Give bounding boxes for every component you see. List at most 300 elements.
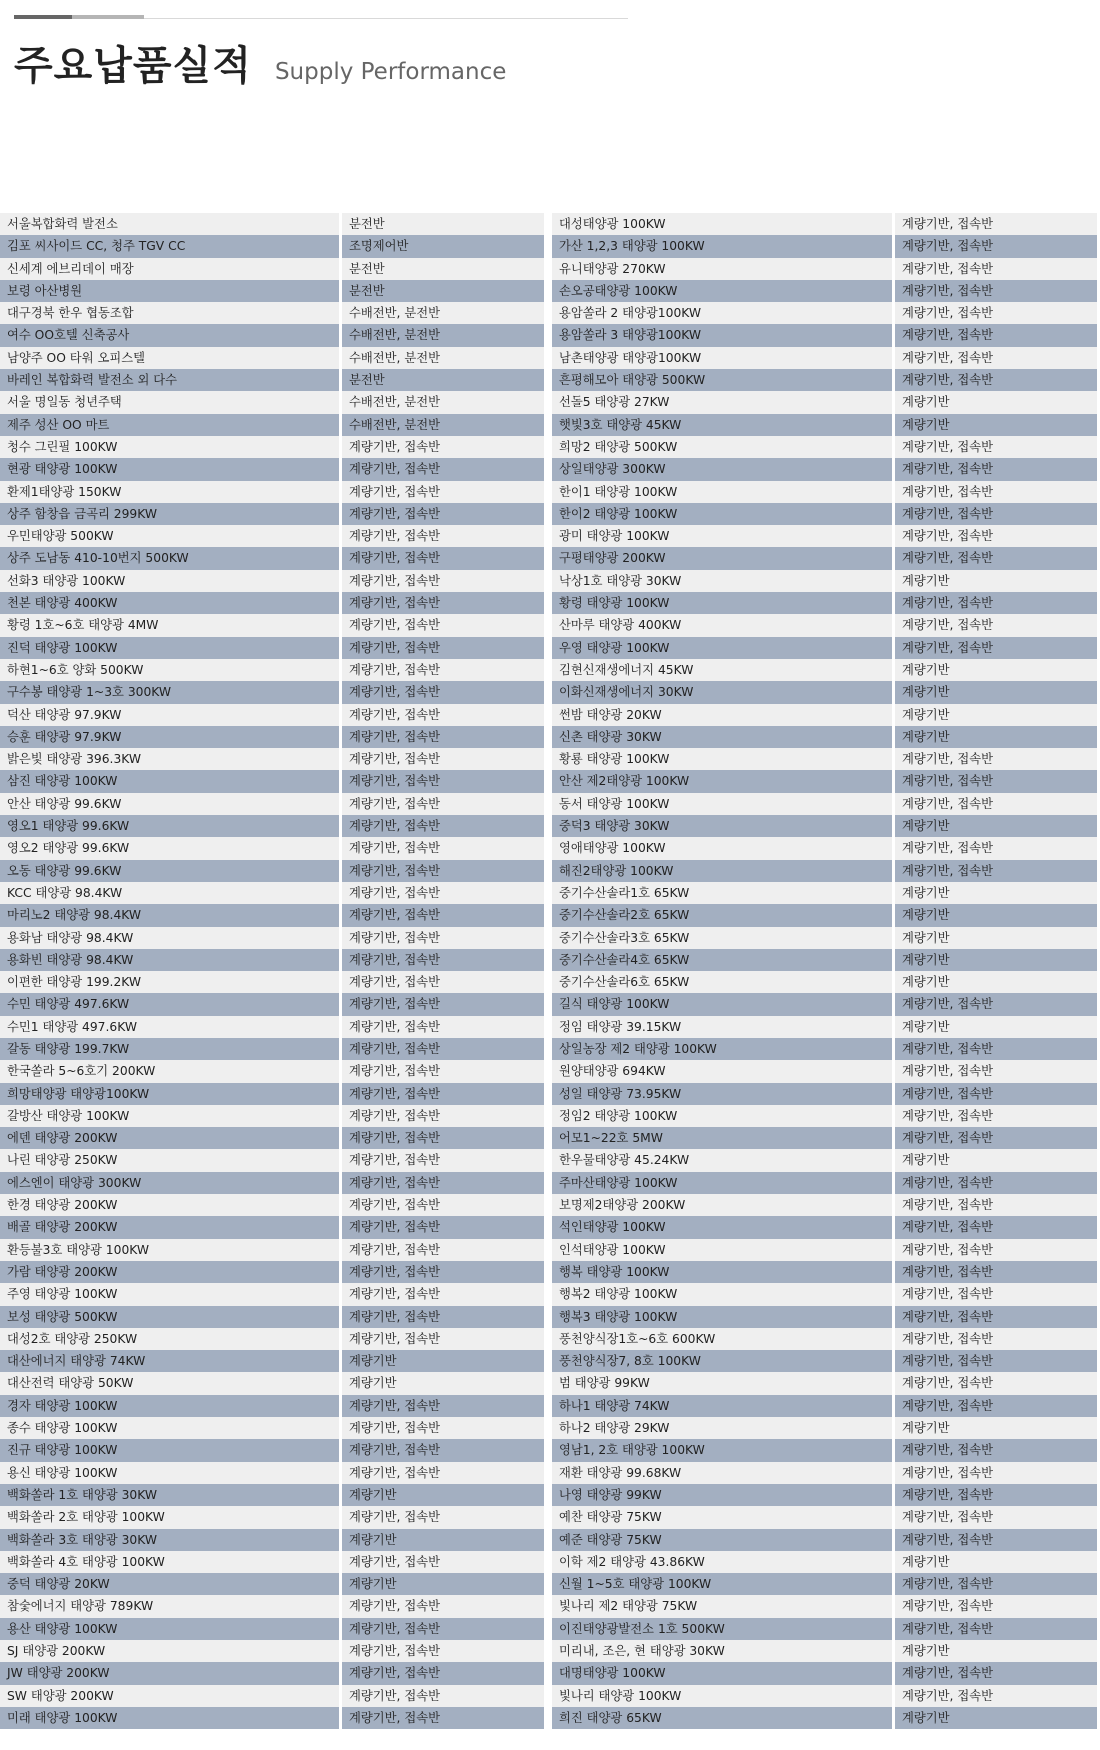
table-row bbox=[552, 793, 1097, 815]
table-row bbox=[552, 1395, 1097, 1417]
table-row bbox=[0, 1685, 544, 1707]
project-name-cell: 황룡 태양광 100KW bbox=[552, 748, 895, 770]
table-row bbox=[552, 1372, 1097, 1394]
project-name-cell: 이화신재생에너지 30KW bbox=[552, 681, 895, 703]
project-name-cell: 용암쏠라 3 태양광100KW bbox=[552, 324, 895, 346]
project-name-cell: 용화남 태양광 98.4KW bbox=[0, 927, 342, 949]
product-type-cell: 계량기반, 접속반 bbox=[342, 481, 544, 503]
table-row bbox=[552, 258, 1097, 280]
project-name-cell: 대구경북 한우 협동조합 bbox=[0, 302, 342, 324]
product-type-cell: 계량기반, 접속반 bbox=[342, 1127, 544, 1149]
table-row bbox=[0, 302, 544, 324]
product-type-cell: 계량기반 bbox=[895, 815, 1097, 837]
project-name-cell: 승훈 태양광 97.9KW bbox=[0, 726, 342, 748]
table-row bbox=[0, 347, 544, 369]
project-name-cell: 보령 아산병원 bbox=[0, 280, 342, 302]
top-divider bbox=[14, 15, 628, 19]
project-name-cell: 가산 1,2,3 태양광 100KW bbox=[552, 235, 895, 257]
table-row bbox=[0, 1261, 544, 1283]
product-type-cell: 계량기반, 접속반 bbox=[895, 1395, 1097, 1417]
project-name-cell: 원양태양광 694KW bbox=[552, 1060, 895, 1082]
product-type-cell: 계량기반, 접속반 bbox=[895, 547, 1097, 569]
product-type-cell: 계량기반, 접속반 bbox=[342, 815, 544, 837]
product-type-cell: 계량기반, 접속반 bbox=[342, 1462, 544, 1484]
project-name-cell: KCC 태양광 98.4KW bbox=[0, 882, 342, 904]
project-name-cell: 햇빛3호 태양광 45KW bbox=[552, 414, 895, 436]
table-row bbox=[552, 1618, 1097, 1640]
project-name-cell: 남양주 OO 타워 오피스텔 bbox=[0, 347, 342, 369]
table-row bbox=[552, 637, 1097, 659]
product-type-cell: 계량기반, 접속반 bbox=[342, 971, 544, 993]
product-type-cell: 계량기반, 접속반 bbox=[342, 1707, 544, 1729]
table-row bbox=[0, 860, 544, 882]
table-row bbox=[552, 1529, 1097, 1551]
table-row bbox=[552, 770, 1097, 792]
table-row bbox=[552, 1239, 1097, 1261]
table-row bbox=[0, 1105, 544, 1127]
project-name-cell: 백화쏠라 4호 태양광 100KW bbox=[0, 1551, 342, 1573]
product-type-cell: 수배전반, 분전반 bbox=[342, 324, 544, 346]
table-row bbox=[0, 1149, 544, 1171]
project-name-cell: 상주 도남동 410-10번지 500KW bbox=[0, 547, 342, 569]
table-row bbox=[0, 1595, 544, 1617]
table-row bbox=[552, 882, 1097, 904]
product-type-cell: 계량기반, 접속반 bbox=[895, 347, 1097, 369]
project-name-cell: 안산 태양광 99.6KW bbox=[0, 793, 342, 815]
table-row bbox=[552, 1261, 1097, 1283]
table-row bbox=[0, 436, 544, 458]
table-row bbox=[552, 525, 1097, 547]
project-name-cell: 서울 명일동 청년주택 bbox=[0, 391, 342, 413]
table-row bbox=[0, 1172, 544, 1194]
page-subtitle: Supply Performance bbox=[274, 59, 507, 85]
table-row bbox=[552, 369, 1097, 391]
project-name-cell: 주영 태양광 100KW bbox=[0, 1283, 342, 1305]
project-name-cell: 영오1 태양광 99.6KW bbox=[0, 815, 342, 837]
project-name-cell: 환제1태양광 150KW bbox=[0, 481, 342, 503]
project-name-cell: 희망2 태양광 500KW bbox=[552, 436, 895, 458]
table-row bbox=[0, 391, 544, 413]
product-type-cell: 계량기반, 접속반 bbox=[895, 1573, 1097, 1595]
product-type-cell: 계량기반, 접속반 bbox=[895, 1484, 1097, 1506]
table-row bbox=[552, 1038, 1097, 1060]
product-type-cell: 계량기반, 접속반 bbox=[895, 860, 1097, 882]
product-type-cell: 계량기반, 접속반 bbox=[342, 1662, 544, 1684]
project-name-cell: 대성태양광 100KW bbox=[552, 213, 895, 235]
project-name-cell: 범 태양광 99KW bbox=[552, 1372, 895, 1394]
product-type-cell: 계량기반, 접속반 bbox=[895, 1105, 1097, 1127]
project-name-cell: 미리내, 조은, 현 태양광 30KW bbox=[552, 1640, 895, 1662]
product-type-cell: 계량기반, 접속반 bbox=[895, 993, 1097, 1015]
project-name-cell: 갈동 태양광 199.7KW bbox=[0, 1038, 342, 1060]
product-type-cell: 계량기반, 접속반 bbox=[895, 592, 1097, 614]
table-row bbox=[552, 993, 1097, 1015]
table-row bbox=[552, 1172, 1097, 1194]
table-row bbox=[552, 436, 1097, 458]
table-row bbox=[552, 971, 1097, 993]
product-type-cell: 계량기반, 접속반 bbox=[895, 1462, 1097, 1484]
product-type-cell: 계량기반 bbox=[895, 570, 1097, 592]
table-row bbox=[0, 993, 544, 1015]
product-type-cell: 계량기반 bbox=[895, 927, 1097, 949]
table-row bbox=[552, 1083, 1097, 1105]
product-type-cell: 계량기반 bbox=[342, 1573, 544, 1595]
table-row bbox=[0, 748, 544, 770]
table-row bbox=[552, 949, 1097, 971]
project-name-cell: 이편한 태양광 199.2KW bbox=[0, 971, 342, 993]
table-row bbox=[0, 949, 544, 971]
product-type-cell: 계량기반 bbox=[895, 1640, 1097, 1662]
product-type-cell: 계량기반, 접속반 bbox=[895, 280, 1097, 302]
table-row bbox=[0, 1484, 544, 1506]
table-row bbox=[0, 815, 544, 837]
project-name-cell: 낙상1호 태양광 30KW bbox=[552, 570, 895, 592]
project-name-cell: 덕산 태양광 97.9KW bbox=[0, 704, 342, 726]
project-name-cell: 재환 태양광 99.68KW bbox=[552, 1462, 895, 1484]
product-type-cell: 계량기반 bbox=[895, 882, 1097, 904]
product-type-cell: 수배전반, 분전반 bbox=[342, 347, 544, 369]
product-type-cell: 계량기반, 접속반 bbox=[342, 1038, 544, 1060]
product-type-cell: 계량기반, 접속반 bbox=[895, 1328, 1097, 1350]
table-row bbox=[0, 369, 544, 391]
product-type-cell: 계량기반, 접속반 bbox=[895, 770, 1097, 792]
table-row bbox=[552, 1149, 1097, 1171]
table-row bbox=[0, 1372, 544, 1394]
table-row bbox=[552, 927, 1097, 949]
product-type-cell: 계량기반, 접속반 bbox=[895, 637, 1097, 659]
table-row bbox=[552, 503, 1097, 525]
project-name-cell: 백화쏠라 3호 태양광 30KW bbox=[0, 1529, 342, 1551]
table-row bbox=[0, 837, 544, 859]
project-name-cell: 밝은빛 태양광 396.3KW bbox=[0, 748, 342, 770]
project-name-cell: 빛나리 태양광 100KW bbox=[552, 1685, 895, 1707]
table-row bbox=[552, 1306, 1097, 1328]
product-type-cell: 계량기반, 접속반 bbox=[342, 882, 544, 904]
project-name-cell: 수민1 태양광 497.6KW bbox=[0, 1016, 342, 1038]
table-row bbox=[552, 837, 1097, 859]
project-name-cell: 황령 태양광 100KW bbox=[552, 592, 895, 614]
product-type-cell: 계량기반, 접속반 bbox=[342, 1439, 544, 1461]
product-type-cell: 계량기반, 접속반 bbox=[895, 614, 1097, 636]
product-type-cell: 계량기반, 접속반 bbox=[342, 1417, 544, 1439]
table-row bbox=[552, 1127, 1097, 1149]
table-row bbox=[552, 815, 1097, 837]
table-row bbox=[552, 1439, 1097, 1461]
table-row bbox=[0, 547, 544, 569]
table-row bbox=[0, 1328, 544, 1350]
product-type-cell: 계량기반 bbox=[342, 1529, 544, 1551]
project-name-cell: 희망태양광 태양광100KW bbox=[0, 1083, 342, 1105]
table-row bbox=[552, 570, 1097, 592]
table-row bbox=[552, 1573, 1097, 1595]
product-type-cell: 계량기반 bbox=[895, 414, 1097, 436]
table-row bbox=[0, 1529, 544, 1551]
table-row bbox=[552, 302, 1097, 324]
table-row bbox=[0, 1060, 544, 1082]
project-name-cell: 오동 태양광 99.6KW bbox=[0, 860, 342, 882]
product-type-cell: 계량기반, 접속반 bbox=[342, 637, 544, 659]
project-name-cell: 산마루 태양광 400KW bbox=[552, 614, 895, 636]
table-row bbox=[552, 659, 1097, 681]
product-type-cell: 계량기반, 접속반 bbox=[895, 1172, 1097, 1194]
project-name-cell: 풍천양식장7, 8호 100KW bbox=[552, 1350, 895, 1372]
project-name-cell: 한국쏠라 5~6호기 200KW bbox=[0, 1060, 342, 1082]
product-type-cell: 계량기반, 접속반 bbox=[342, 525, 544, 547]
project-name-cell: 하나2 태양광 29KW bbox=[552, 1417, 895, 1439]
project-name-cell: 나린 태양광 250KW bbox=[0, 1149, 342, 1171]
project-name-cell: 진규 태양광 100KW bbox=[0, 1439, 342, 1461]
project-name-cell: 마리노2 태양광 98.4KW bbox=[0, 904, 342, 926]
project-name-cell: 여수 OO호텔 신축공사 bbox=[0, 324, 342, 346]
table-row bbox=[552, 1707, 1097, 1729]
table-row bbox=[0, 258, 544, 280]
product-type-cell: 계량기반 bbox=[895, 659, 1097, 681]
project-name-cell: 흔평해모아 태양광 500KW bbox=[552, 369, 895, 391]
table-row bbox=[552, 414, 1097, 436]
product-type-cell: 계량기반, 접속반 bbox=[342, 860, 544, 882]
product-type-cell: 분전반 bbox=[342, 213, 544, 235]
product-type-cell: 계량기반, 접속반 bbox=[895, 503, 1097, 525]
project-name-cell: 서울복합화력 발전소 bbox=[0, 213, 342, 235]
table-row bbox=[0, 1551, 544, 1573]
product-type-cell: 계량기반, 접속반 bbox=[895, 1083, 1097, 1105]
product-type-cell: 계량기반, 접속반 bbox=[895, 525, 1097, 547]
product-type-cell: 계량기반, 접속반 bbox=[895, 1060, 1097, 1082]
project-name-cell: 신촌 태양광 30KW bbox=[552, 726, 895, 748]
product-type-cell: 계량기반 bbox=[895, 1551, 1097, 1573]
project-name-cell: 나영 태양광 99KW bbox=[552, 1484, 895, 1506]
project-name-cell: 영애태양광 100KW bbox=[552, 837, 895, 859]
project-name-cell: 빛나리 제2 태양광 75KW bbox=[552, 1595, 895, 1617]
table-row bbox=[0, 1573, 544, 1595]
product-type-cell: 계량기반, 접속반 bbox=[342, 1283, 544, 1305]
page-title: 주요납품실적 bbox=[14, 43, 252, 89]
product-type-cell: 계량기반 bbox=[895, 971, 1097, 993]
project-name-cell: 한경 태양광 200KW bbox=[0, 1194, 342, 1216]
project-name-cell: 예준 태양광 75KW bbox=[552, 1529, 895, 1551]
product-type-cell: 계량기반, 접속반 bbox=[342, 770, 544, 792]
table-row bbox=[0, 726, 544, 748]
table-row bbox=[0, 1506, 544, 1528]
table-row bbox=[552, 1640, 1097, 1662]
table-row bbox=[0, 882, 544, 904]
page-heading bbox=[14, 34, 506, 91]
project-name-cell: 영남1, 2호 태양광 100KW bbox=[552, 1439, 895, 1461]
performance-table-left bbox=[0, 213, 544, 1729]
project-name-cell: 풍천양식장1호~6호 600KW bbox=[552, 1328, 895, 1350]
project-name-cell: 어모1~22호 5MW bbox=[552, 1127, 895, 1149]
table-row bbox=[552, 748, 1097, 770]
project-name-cell: 손오공태양광 100KW bbox=[552, 280, 895, 302]
product-type-cell: 계량기반, 접속반 bbox=[342, 1172, 544, 1194]
product-type-cell: 계량기반, 접속반 bbox=[342, 1595, 544, 1617]
table-row bbox=[0, 324, 544, 346]
product-type-cell: 계량기반, 접속반 bbox=[895, 1439, 1097, 1461]
product-type-cell: 계량기반, 접속반 bbox=[895, 235, 1097, 257]
project-name-cell: 용산 태양광 100KW bbox=[0, 1618, 342, 1640]
table-row bbox=[0, 681, 544, 703]
table-row bbox=[552, 235, 1097, 257]
table-row bbox=[0, 1640, 544, 1662]
project-name-cell: SJ 태양광 200KW bbox=[0, 1640, 342, 1662]
table-row bbox=[0, 481, 544, 503]
project-name-cell: 대성2호 태양광 250KW bbox=[0, 1328, 342, 1350]
table-row bbox=[0, 1395, 544, 1417]
product-type-cell: 계량기반, 접속반 bbox=[895, 1372, 1097, 1394]
project-name-cell: 신세계 에브리데이 매장 bbox=[0, 258, 342, 280]
project-name-cell: 우영 태양광 100KW bbox=[552, 637, 895, 659]
product-type-cell: 계량기반, 접속반 bbox=[342, 681, 544, 703]
table-row bbox=[552, 681, 1097, 703]
product-type-cell: 계량기반, 접속반 bbox=[895, 1239, 1097, 1261]
table-row bbox=[552, 547, 1097, 569]
product-type-cell: 계량기반, 접속반 bbox=[342, 1685, 544, 1707]
product-type-cell: 계량기반, 접속반 bbox=[342, 1149, 544, 1171]
table-row bbox=[552, 860, 1097, 882]
project-name-cell: 희진 태양광 65KW bbox=[552, 1707, 895, 1729]
product-type-cell: 계량기반, 접속반 bbox=[895, 1261, 1097, 1283]
product-type-cell: 계량기반, 접속반 bbox=[342, 1083, 544, 1105]
product-type-cell: 계량기반, 접속반 bbox=[895, 837, 1097, 859]
project-name-cell: 한이1 태양광 100KW bbox=[552, 481, 895, 503]
project-name-cell: 행복 태양광 100KW bbox=[552, 1261, 895, 1283]
project-name-cell: 보명제2태양광 200KW bbox=[552, 1194, 895, 1216]
table-row bbox=[0, 1662, 544, 1684]
table-row bbox=[0, 503, 544, 525]
project-name-cell: 김현신재생에너지 45KW bbox=[552, 659, 895, 681]
product-type-cell: 계량기반, 접속반 bbox=[895, 1595, 1097, 1617]
table-row bbox=[552, 1662, 1097, 1684]
table-row bbox=[552, 1283, 1097, 1305]
table-row bbox=[0, 525, 544, 547]
table-row bbox=[552, 904, 1097, 926]
product-type-cell: 계량기반, 접속반 bbox=[342, 1216, 544, 1238]
product-type-cell: 계량기반, 접속반 bbox=[895, 458, 1097, 480]
project-name-cell: 정임 태양광 39.15KW bbox=[552, 1016, 895, 1038]
table-row bbox=[552, 280, 1097, 302]
table-row bbox=[552, 704, 1097, 726]
product-type-cell: 수배전반, 분전반 bbox=[342, 391, 544, 413]
project-name-cell: 예찬 태양광 75KW bbox=[552, 1506, 895, 1528]
product-type-cell: 계량기반, 접속반 bbox=[895, 748, 1097, 770]
product-type-cell: 계량기반, 접속반 bbox=[342, 1328, 544, 1350]
product-type-cell: 계량기반, 접속반 bbox=[342, 1306, 544, 1328]
product-type-cell: 계량기반, 접속반 bbox=[895, 1529, 1097, 1551]
table-row bbox=[0, 1439, 544, 1461]
product-type-cell: 계량기반, 접속반 bbox=[342, 659, 544, 681]
table-row bbox=[552, 1685, 1097, 1707]
project-name-cell: 가람 태양광 200KW bbox=[0, 1261, 342, 1283]
product-type-cell: 계량기반, 접속반 bbox=[342, 993, 544, 1015]
project-name-cell: 백화쏠라 1호 태양광 30KW bbox=[0, 1484, 342, 1506]
project-name-cell: 대명태양광 100KW bbox=[552, 1662, 895, 1684]
table-row bbox=[0, 770, 544, 792]
product-type-cell: 계량기반, 접속반 bbox=[895, 1506, 1097, 1528]
product-type-cell: 계량기반, 접속반 bbox=[342, 1551, 544, 1573]
table-row bbox=[552, 1194, 1097, 1216]
project-name-cell: 해진2태양광 100KW bbox=[552, 860, 895, 882]
table-row bbox=[0, 704, 544, 726]
product-type-cell: 계량기반, 접속반 bbox=[895, 481, 1097, 503]
product-type-cell: 계량기반, 접속반 bbox=[342, 1640, 544, 1662]
project-name-cell: SW 태양광 200KW bbox=[0, 1685, 342, 1707]
project-name-cell: 상일농장 제2 태양광 100KW bbox=[552, 1038, 895, 1060]
product-type-cell: 분전반 bbox=[342, 258, 544, 280]
product-type-cell: 계량기반, 접속반 bbox=[342, 592, 544, 614]
project-name-cell: 상주 함창읍 금곡리 299KW bbox=[0, 503, 342, 525]
table-row bbox=[552, 458, 1097, 480]
project-name-cell: 배골 태양광 200KW bbox=[0, 1216, 342, 1238]
project-name-cell: 신월 1~5호 태양광 100KW bbox=[552, 1573, 895, 1595]
project-name-cell: 용신 태양광 100KW bbox=[0, 1462, 342, 1484]
table-row bbox=[552, 592, 1097, 614]
project-name-cell: 미래 태양광 100KW bbox=[0, 1707, 342, 1729]
table-row bbox=[0, 614, 544, 636]
table-row bbox=[0, 659, 544, 681]
project-name-cell: 정임2 태양광 100KW bbox=[552, 1105, 895, 1127]
product-type-cell: 계량기반 bbox=[895, 1016, 1097, 1038]
project-name-cell: 진덕 태양광 100KW bbox=[0, 637, 342, 659]
project-name-cell: 중기수산솔라1호 65KW bbox=[552, 882, 895, 904]
product-type-cell: 계량기반, 접속반 bbox=[895, 213, 1097, 235]
table-row bbox=[0, 1417, 544, 1439]
project-name-cell: 환등불3호 태양광 100KW bbox=[0, 1239, 342, 1261]
product-type-cell: 계량기반, 접속반 bbox=[895, 324, 1097, 346]
product-type-cell: 계량기반, 접속반 bbox=[895, 1038, 1097, 1060]
table-row bbox=[0, 592, 544, 614]
product-type-cell: 계량기반, 접속반 bbox=[895, 1194, 1097, 1216]
project-name-cell: 행복2 태양광 100KW bbox=[552, 1283, 895, 1305]
table-row bbox=[552, 1595, 1097, 1617]
project-name-cell: 갈방산 태양광 100KW bbox=[0, 1105, 342, 1127]
project-name-cell: 중덕3 태양광 30KW bbox=[552, 815, 895, 837]
project-name-cell: 우민태양광 500KW bbox=[0, 525, 342, 547]
table-row bbox=[0, 1016, 544, 1038]
table-row bbox=[0, 1038, 544, 1060]
project-name-cell: 행복3 태양광 100KW bbox=[552, 1306, 895, 1328]
project-name-cell: 중기수산솔라4호 65KW bbox=[552, 949, 895, 971]
product-type-cell: 계량기반, 접속반 bbox=[895, 1306, 1097, 1328]
project-name-cell: 주마산태양광 100KW bbox=[552, 1172, 895, 1194]
table-row bbox=[0, 971, 544, 993]
table-row bbox=[0, 1350, 544, 1372]
table-row bbox=[552, 391, 1097, 413]
product-type-cell: 수배전반, 분전반 bbox=[342, 414, 544, 436]
project-name-cell: 영오2 태양광 99.6KW bbox=[0, 837, 342, 859]
project-name-cell: 에스엔이 태양광 300KW bbox=[0, 1172, 342, 1194]
product-type-cell: 계량기반, 접속반 bbox=[895, 1283, 1097, 1305]
table-row bbox=[552, 481, 1097, 503]
project-name-cell: 대산전력 태양광 50KW bbox=[0, 1372, 342, 1394]
product-type-cell: 계량기반 bbox=[895, 726, 1097, 748]
product-type-cell: 계량기반, 접속반 bbox=[342, 1618, 544, 1640]
product-type-cell: 계량기반 bbox=[342, 1372, 544, 1394]
product-type-cell: 계량기반 bbox=[895, 704, 1097, 726]
product-type-cell: 계량기반, 접속반 bbox=[342, 458, 544, 480]
project-name-cell: 썬밤 태양광 20KW bbox=[552, 704, 895, 726]
table-row bbox=[552, 1417, 1097, 1439]
project-name-cell: 하현1~6호 양화 500KW bbox=[0, 659, 342, 681]
project-name-cell: 상일태양광 300KW bbox=[552, 458, 895, 480]
performance-table-right bbox=[552, 213, 1097, 1729]
product-type-cell: 계량기반, 접속반 bbox=[895, 1618, 1097, 1640]
table-row bbox=[552, 726, 1097, 748]
project-name-cell: 한이2 태양광 100KW bbox=[552, 503, 895, 525]
product-type-cell: 계량기반, 접속반 bbox=[342, 949, 544, 971]
product-type-cell: 계량기반, 접속반 bbox=[342, 614, 544, 636]
product-type-cell: 계량기반, 접속반 bbox=[342, 1506, 544, 1528]
project-name-cell: 인석태양광 100KW bbox=[552, 1239, 895, 1261]
